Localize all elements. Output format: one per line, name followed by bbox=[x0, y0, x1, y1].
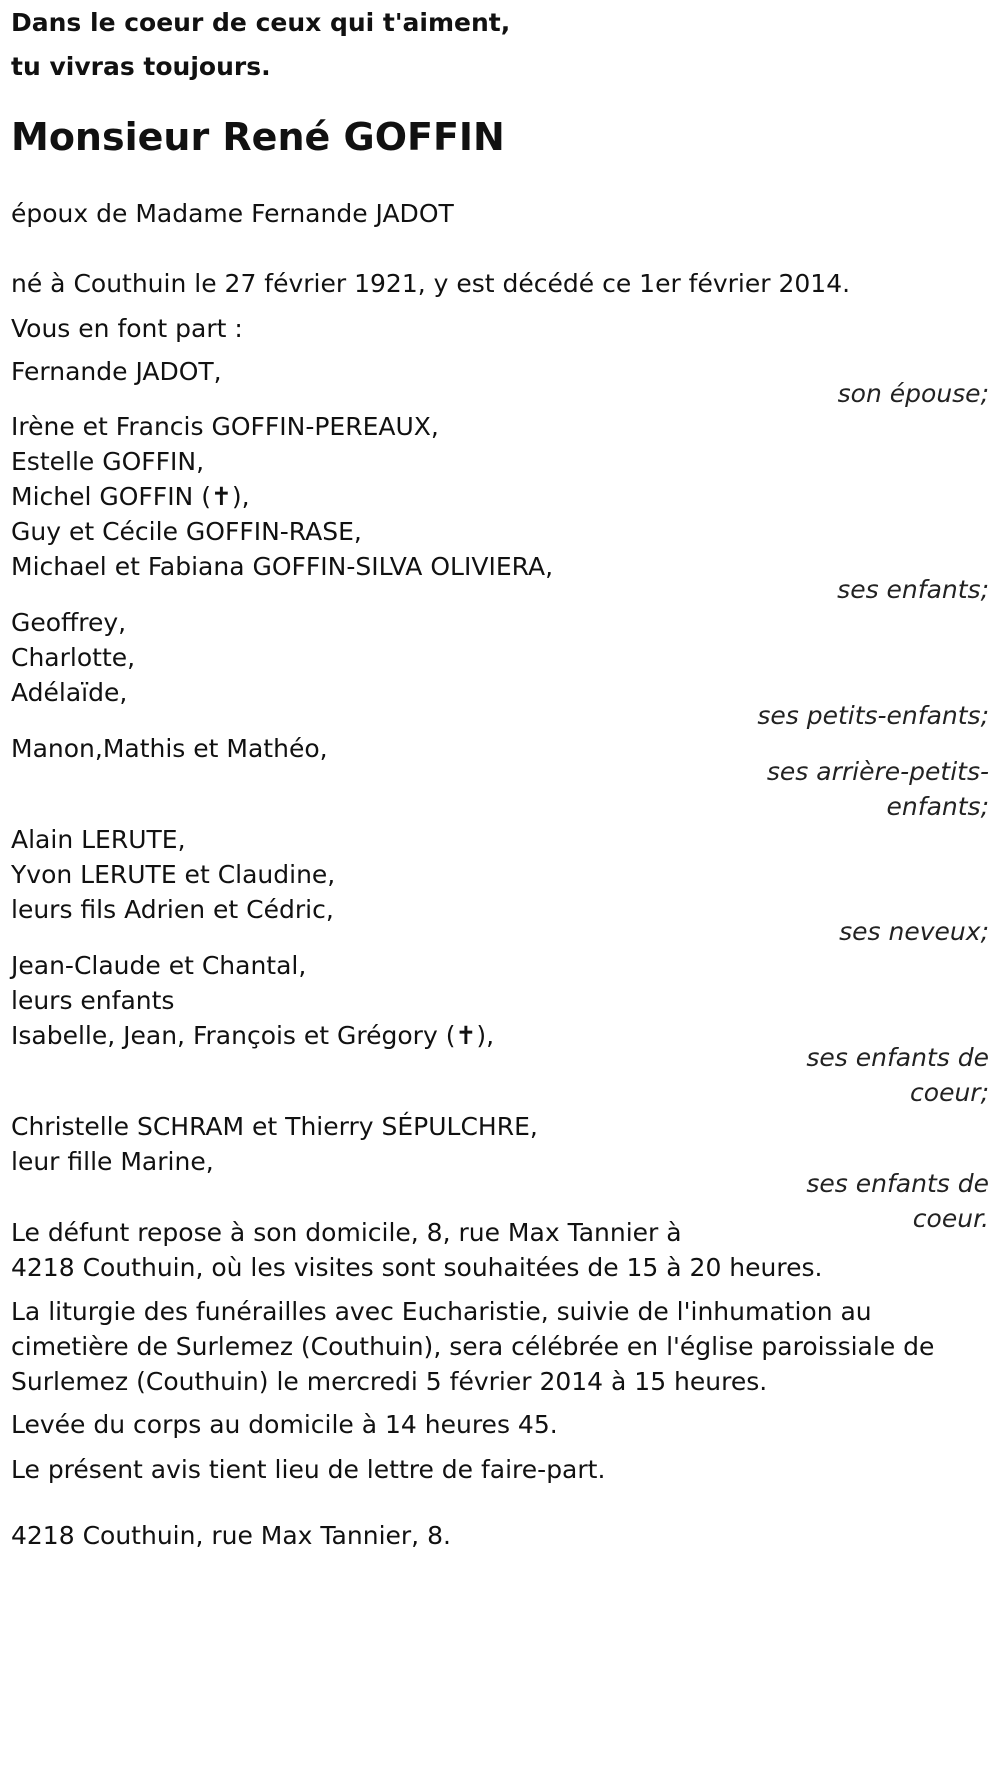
family-name: leurs fils Adrien et Cédric, bbox=[11, 895, 334, 924]
family-name: Estelle GOFFIN, bbox=[11, 447, 205, 476]
family-name: Yvon LERUTE et Claudine, bbox=[11, 860, 336, 889]
family-role: ses petits-enfants; bbox=[757, 701, 989, 730]
family-name: Fernande JADOT, bbox=[11, 357, 222, 386]
family-name: Isabelle, Jean, François et Grégory (✝), bbox=[11, 1021, 495, 1050]
family-role: coeur; bbox=[910, 1078, 989, 1107]
announce-line: Vous en font part : bbox=[11, 314, 243, 343]
family-role: enfants; bbox=[886, 792, 989, 821]
family-role: ses enfants; bbox=[837, 575, 989, 604]
family-name: leurs enfants bbox=[11, 986, 175, 1015]
liturgy-line: cimetière de Surlemez (Couthuin), sera célébrée en l'église paroissiale de bbox=[11, 1332, 935, 1361]
epitaph-line-1: Dans le coeur de ceux qui t'aiment, bbox=[11, 8, 511, 37]
address-line: 4218 Couthuin, rue Max Tannier, 8. bbox=[11, 1521, 451, 1550]
family-name: Manon,Mathis et Mathéo, bbox=[11, 734, 328, 763]
family-role: son épouse; bbox=[837, 379, 989, 408]
levee-line: Levée du corps au domicile à 14 heures 45. bbox=[11, 1410, 558, 1439]
family-name: Geoffrey, bbox=[11, 608, 127, 637]
notice-line: Le présent avis tient lieu de lettre de faire-part. bbox=[11, 1455, 606, 1484]
family-role: ses arrière-petits- bbox=[766, 757, 989, 786]
repose-line: Le défunt repose à son domicile, 8, rue Max Tannier à bbox=[11, 1218, 682, 1247]
family-name: Michel GOFFIN (✝), bbox=[11, 482, 250, 511]
family-role: ses enfants de bbox=[806, 1169, 989, 1198]
family-name: Jean-Claude et Chantal, bbox=[11, 951, 307, 980]
birth-death-line: né à Couthuin le 27 février 1921, y est décédé ce 1er février 2014. bbox=[11, 269, 851, 298]
family-name: Adélaïde, bbox=[11, 678, 128, 707]
family-name: Alain LERUTE, bbox=[11, 825, 186, 854]
family-name: Michael et Fabiana GOFFIN-SILVA OLIVIERA, bbox=[11, 552, 554, 581]
liturgy-line: La liturgie des funérailles avec Eucharistie, suivie de l'inhumation au bbox=[11, 1297, 872, 1326]
family-name: Christelle SCHRAM et Thierry SÉPULCHRE, bbox=[11, 1112, 538, 1141]
family-role: coeur. bbox=[912, 1204, 989, 1233]
epitaph-line-2: tu vivras toujours. bbox=[11, 52, 271, 81]
family-name: Guy et Cécile GOFFIN-RASE, bbox=[11, 517, 362, 546]
liturgy-line: Surlemez (Couthuin) le mercredi 5 février 2014 à 15 heures. bbox=[11, 1367, 768, 1396]
family-role: ses enfants de bbox=[806, 1043, 989, 1072]
family-name: Irène et Francis GOFFIN-PEREAUX, bbox=[11, 412, 439, 441]
spouse-line: époux de Madame Fernande JADOT bbox=[11, 199, 454, 228]
family-name: Charlotte, bbox=[11, 643, 136, 672]
repose-line: 4218 Couthuin, où les visites sont souhaitées de 15 à 20 heures. bbox=[11, 1253, 823, 1282]
deceased-name-title: Monsieur René GOFFIN bbox=[11, 115, 505, 159]
family-name: leur fille Marine, bbox=[11, 1147, 214, 1176]
family-role: ses neveux; bbox=[839, 917, 989, 946]
